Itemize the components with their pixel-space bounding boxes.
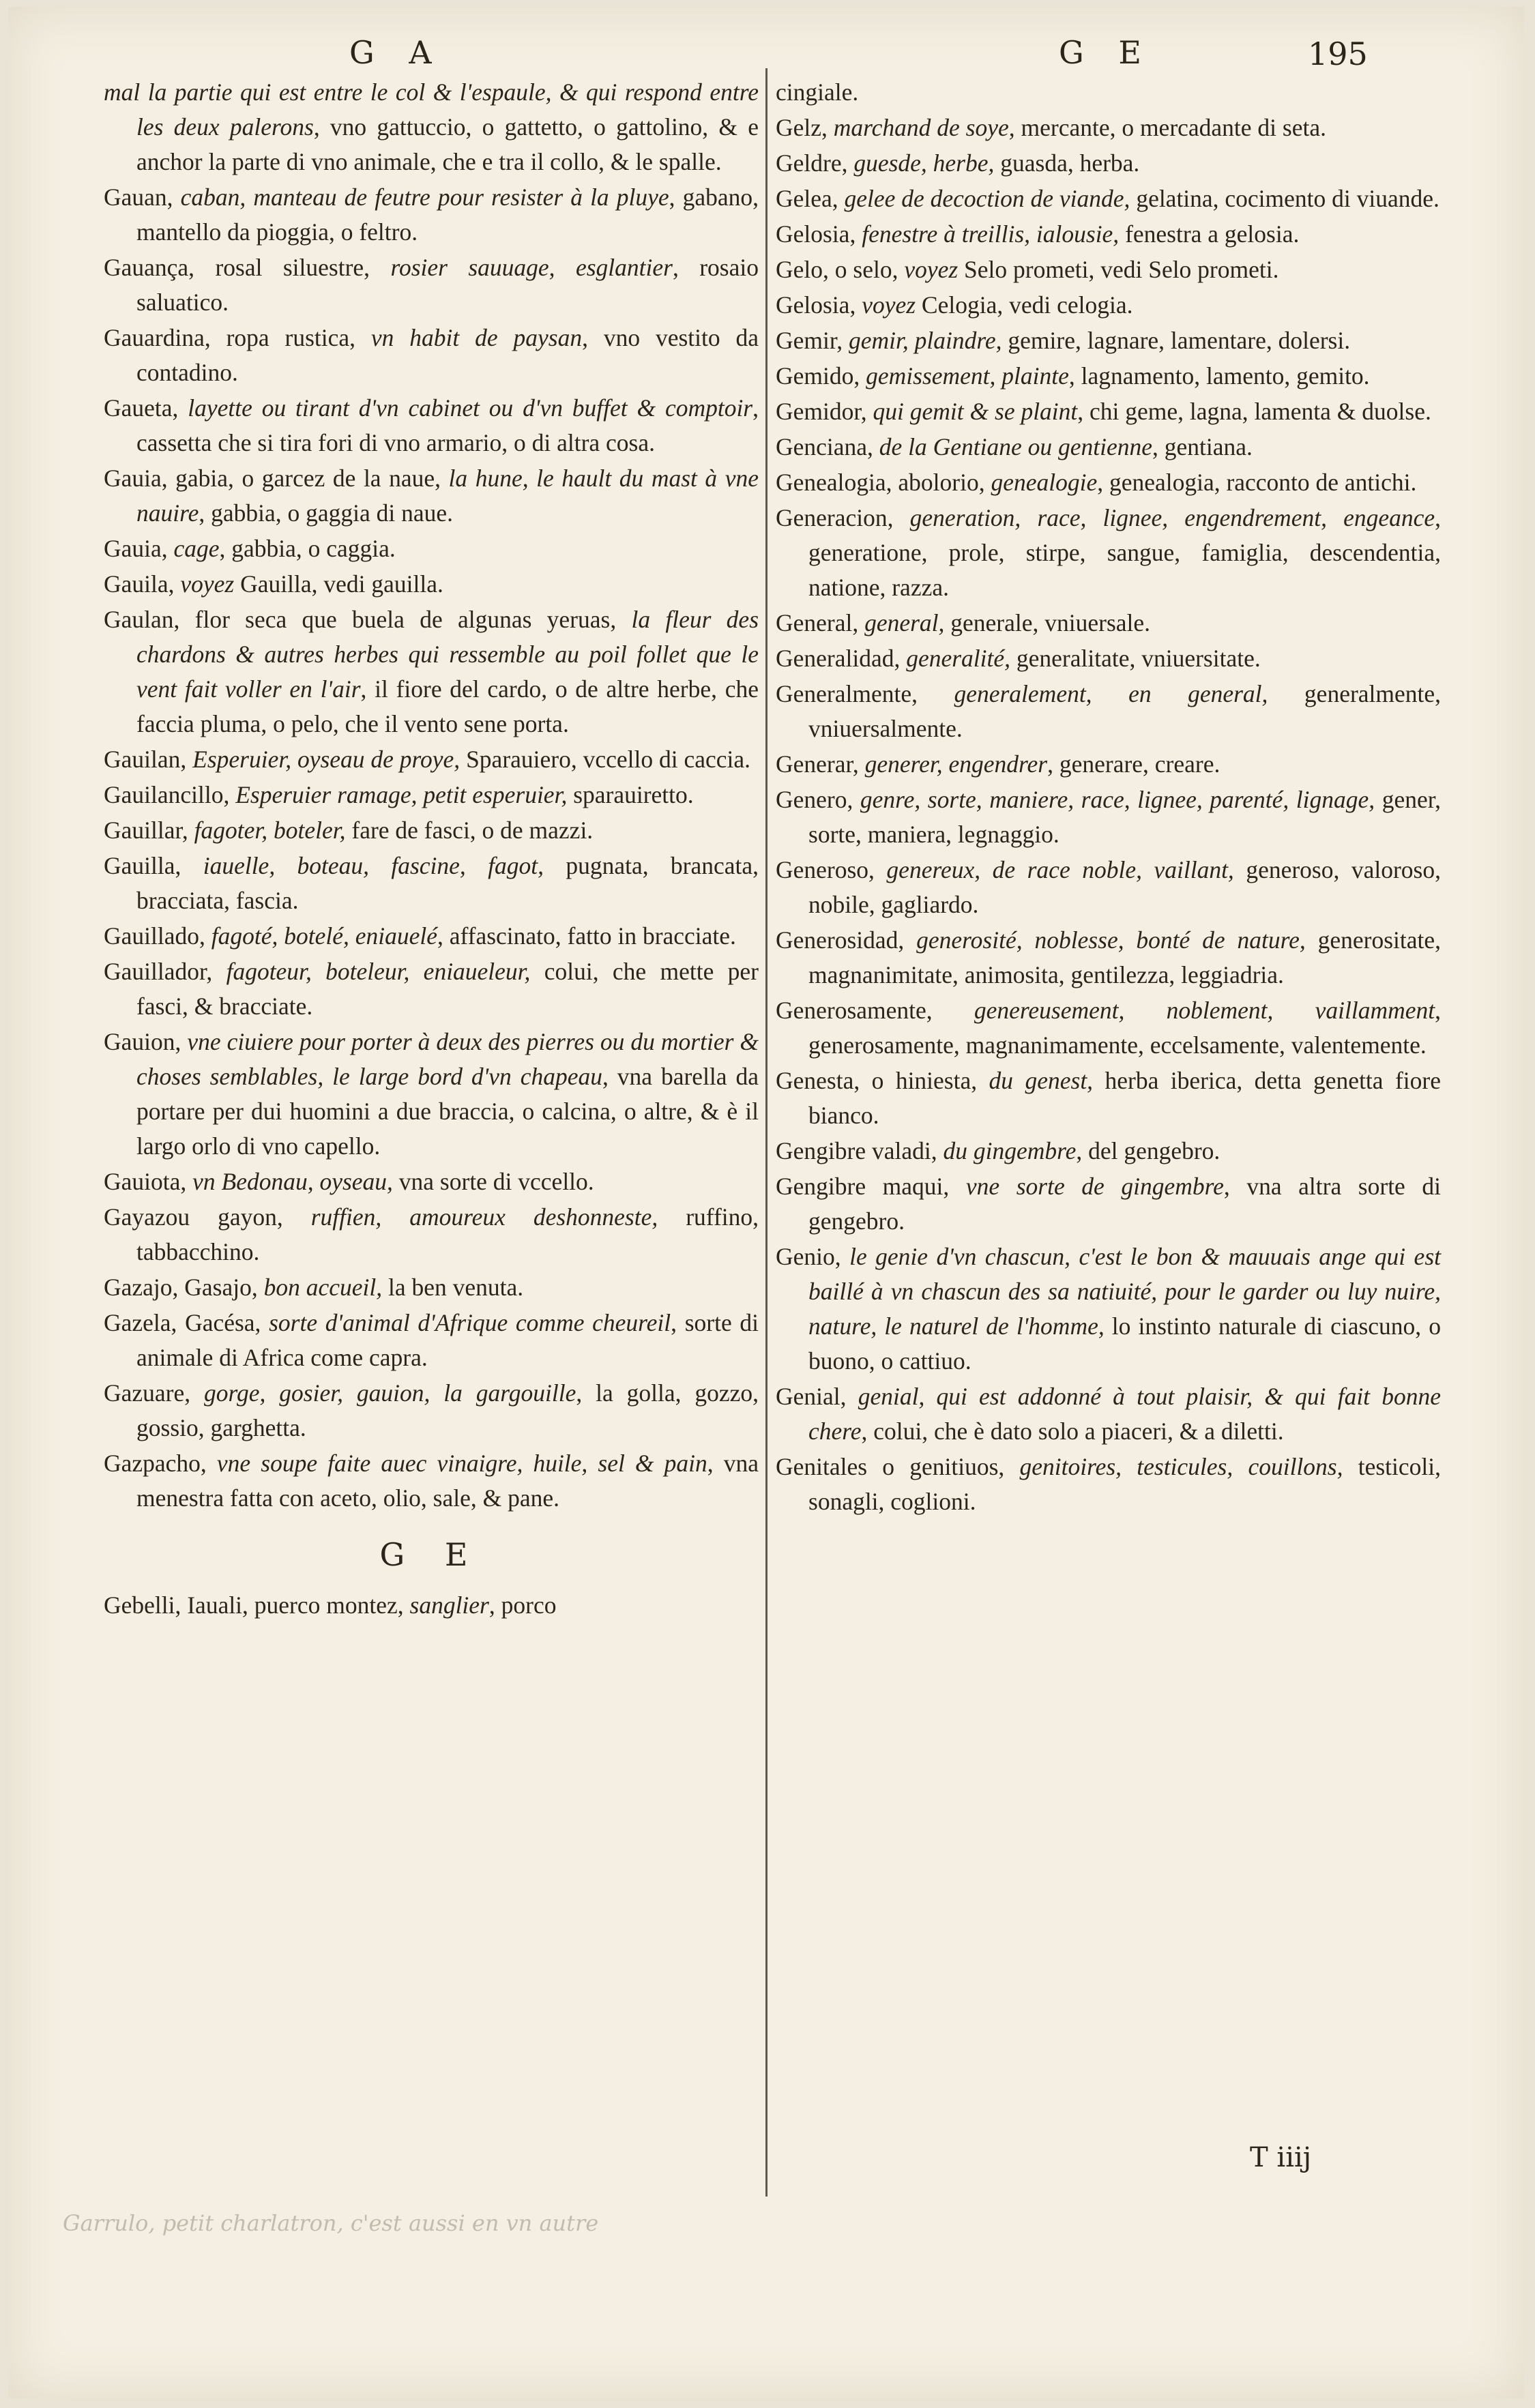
dictionary-entry [776, 1134, 1441, 1169]
dictionary-entry [104, 602, 759, 742]
entry-french: generalement, en general, [917, 680, 1268, 707]
entry-headword: Generalidad, [776, 645, 901, 672]
entry-french: cage [167, 535, 220, 562]
entry-headword: Gemir, [776, 327, 843, 354]
left-column [104, 75, 759, 1624]
entry-headword: Gelz, [776, 114, 828, 141]
dictionary-entry [776, 465, 1441, 500]
entry-italian: vna sorte di vccello. [392, 1168, 594, 1195]
entry-french: voyez [898, 256, 959, 283]
dictionary-entry [104, 461, 759, 531]
dictionary-entry [776, 181, 1441, 216]
entry-french: Esperuier, oyseau de proye, [186, 746, 460, 773]
entry-italian: lo instinto naturale di ciascuno, o buono, o cattiuo. [808, 1312, 1441, 1375]
dictionary-entry [776, 111, 1441, 145]
entry-french: qui gemit & se plaint [866, 398, 1078, 425]
dictionary-entry [104, 919, 759, 954]
entry-headword: Generosidad, [776, 926, 905, 954]
entry-italian: mercante, o mercadante di seta. [1014, 114, 1326, 141]
entry-italian: gelatina, cocimento di viuande. [1130, 185, 1439, 212]
entry-headword: Generacion, [776, 504, 894, 531]
entry-french: generer, engendrer [858, 750, 1048, 778]
dictionary-entry [776, 1379, 1441, 1449]
entry-headword: Gengibre maqui, [776, 1173, 950, 1200]
dictionary-entry [776, 782, 1441, 852]
dictionary-entry [776, 747, 1441, 782]
entry-italian: , chi geme, lagna, lamenta & duolse. [1077, 398, 1431, 425]
entry-italian: , gabbia, o caggia. [219, 535, 396, 562]
entry-headword: Gengibre valadi, [776, 1137, 937, 1164]
dictionary-entry [776, 75, 1441, 110]
entry-headword: Generalmente, [776, 680, 918, 707]
entry-headword: Gauilan, [104, 746, 187, 773]
entry-french: fenestre à treillis, ialousie, [856, 220, 1120, 248]
dictionary-entry [776, 1063, 1441, 1133]
entry-french: mal la partie qui est entre le col & l'espaule, & qui respond entre les deux palerons [104, 78, 759, 141]
running-header-left: G A [349, 34, 444, 71]
entry-french: marchand de soye, [827, 114, 1015, 141]
entry-headword: Gauila, [104, 570, 175, 598]
entry-italian: , gentiana. [1152, 433, 1253, 460]
entry-french: gelee de decoction de viande, [838, 185, 1130, 212]
entry-french: du genest, [977, 1067, 1094, 1094]
entry-italian: generalmente, vniuersalmente. [808, 680, 1442, 742]
entry-headword: Gelosia, [776, 291, 856, 319]
entry-italian: pugnata, brancata, bracciata, fascia. [136, 852, 759, 914]
entry-italian: , generare, creare. [1047, 750, 1220, 778]
entry-italian: , colui, che è dato solo a piaceri, & a diletti. [861, 1418, 1284, 1445]
entry-french: fagoteur, boteleur, eniaueleur, [212, 958, 531, 985]
entry-italian: , vna menestra fatta con aceto, olio, sale, & pane. [136, 1450, 759, 1512]
entry-italian: generalitate, vniuersitate. [1010, 645, 1261, 672]
entry-headword: Gazela, Gacésa, [104, 1309, 261, 1336]
entry-french: genealogie [984, 469, 1098, 496]
entry-headword: Generosamente, [776, 997, 933, 1024]
entry-italian: , genealogia, racconto de antichi. [1097, 469, 1417, 496]
entry-french: vne ciuiere pour porter à deux des pierres ou du mortier & choses semblables, le large bord d'vn chapeau [136, 1028, 759, 1090]
entry-italian: sparauiretto. [567, 781, 694, 808]
entry-italian: , affascinato, fatto in bracciate. [437, 922, 736, 950]
entry-french: ruffien, amoureux deshonneste, [282, 1203, 658, 1231]
entry-italian: Gauilla, vedi gauilla. [234, 570, 443, 598]
entry-headword: General, [776, 609, 859, 636]
entry-headword: Gelea, [776, 185, 838, 212]
dictionary-entry [104, 1446, 759, 1516]
dictionary-entry [776, 677, 1441, 746]
entry-italian: , lagnamento, lamento, gemito. [1068, 362, 1370, 390]
dictionary-entry [776, 1169, 1441, 1239]
dictionary-entry [104, 778, 759, 812]
entry-italian: Sparauiero, vccello di caccia. [460, 746, 750, 773]
dictionary-entry [104, 1306, 759, 1375]
entry-french: gemir, plaindre, [843, 327, 1002, 354]
entry-italian: , vna altra sorte di gengebro. [808, 1173, 1441, 1235]
entry-italian: , gabano, mantello da pioggia, o feltro. [136, 183, 759, 246]
dictionary-entry [104, 75, 759, 179]
entry-headword: Gaueta, [104, 394, 179, 422]
entry-french: vne sorte de gingembre [949, 1173, 1224, 1200]
entry-french: genre, sorte, maniere, race, lignee, parenté, lignage, [853, 786, 1375, 813]
dictionary-entry [776, 606, 1441, 641]
entry-headword: Gelosia, [776, 220, 856, 248]
dictionary-entry [104, 1376, 759, 1445]
dictionary-entry [104, 1588, 759, 1623]
entry-headword: Gauia, [104, 535, 168, 562]
entry-french: generation, race, lignee, engendrement, engeance [893, 504, 1435, 531]
entry-french: layette ou tirant d'vn cabinet ou d'vn buffet & comptoir [178, 394, 753, 422]
entry-french: genereux, de race noble, vaillant, [874, 856, 1234, 883]
entry-headword: Gauion, [104, 1028, 181, 1055]
entry-italian: , rosaio saluatico. [136, 254, 759, 316]
entry-headword: Genio, [776, 1243, 841, 1270]
entry-headword: Gazajo, Gasajo, [104, 1274, 258, 1301]
dictionary-entry [776, 323, 1441, 358]
entry-french: iauelle, boteau, fascine, fagot, [181, 852, 544, 879]
entry-italian: , cassetta che si tira fori di vno armario, o di altra cosa. [136, 394, 759, 456]
dictionary-entry [104, 1164, 759, 1199]
dictionary-entry [104, 567, 759, 602]
entry-french: Esperuier ramage, petit esperuier, [229, 781, 568, 808]
dictionary-entry [104, 1270, 759, 1305]
entry-italian: , il fiore del cardo, o de altre herbe, che faccia pluma, o pelo, che il vento sene porta. [136, 675, 759, 737]
entry-french: sorte d'animal d'Afrique comme cheureil [261, 1309, 671, 1336]
entry-italian: fare de fasci, o de mazzi. [345, 817, 594, 844]
dictionary-entry [776, 288, 1441, 323]
entry-headword: Gauia, gabia, o garcez de la naue, [104, 465, 441, 492]
section-heading: G E [379, 1536, 483, 1573]
dictionary-entry [776, 1239, 1441, 1379]
signature-mark: T iiij [1250, 2142, 1312, 2173]
dictionary-entry [104, 391, 759, 460]
entry-italian: la ben venuta. [382, 1274, 524, 1301]
entry-italian: , sorte di animale di Africa come capra. [136, 1309, 759, 1371]
dictionary-page [8, 7, 1524, 2398]
entry-italian: testicoli, sonagli, coglioni. [808, 1453, 1441, 1515]
dictionary-entry [776, 430, 1441, 465]
entry-french: bon accueil, [257, 1274, 383, 1301]
entry-headword: Gauança, rosal siluestre, [104, 254, 370, 281]
entry-headword: Gelo, o selo, [776, 256, 898, 283]
dictionary-entry [104, 321, 759, 390]
entry-french: gemissement, plainte [860, 362, 1069, 390]
dictionary-entry [776, 641, 1441, 676]
entry-headword: Gaulan, flor seca que buela de algunas yeruas, [104, 606, 617, 633]
entry-headword: Genealogia, abolorio, [776, 469, 985, 496]
entry-headword: Gauilancillo, [104, 781, 230, 808]
dictionary-entry [104, 1200, 759, 1269]
entry-french: vn habit de paysan [355, 324, 583, 351]
page-number: 195 [1308, 35, 1368, 72]
entry-italian: guasda, herba. [994, 149, 1140, 177]
entry-italian: , la golla, gozzo, gossio, garghetta. [136, 1379, 759, 1441]
entry-french: fagoter, boteler, [188, 817, 346, 844]
entry-italian: , vno vestito da contadino. [136, 324, 759, 386]
entry-french: generosité, noblesse, bonté de nature, [904, 926, 1306, 954]
entry-italian: ruffino, tabbacchino. [136, 1203, 759, 1265]
entry-french: genitoires, testicules, couillons, [1004, 1453, 1343, 1480]
entry-french: genial, qui est addonné à tout plaisir, & qui fait bonne chere [808, 1383, 1441, 1445]
entry-headword: Genial, [776, 1383, 847, 1410]
entry-headword: Gebelli, Iauali, puerco montez, [104, 1591, 404, 1619]
dictionary-entry [776, 1450, 1441, 1519]
entry-italian: , gabbia, o gaggia di naue. [199, 499, 454, 527]
dictionary-entry [776, 993, 1441, 1063]
running-header-right: G E [1059, 34, 1154, 71]
dictionary-entry [104, 250, 759, 320]
entry-italian: gener, sorte, maniera, legnaggio. [808, 786, 1441, 848]
dictionary-entry [776, 146, 1441, 181]
entry-italian: gemire, lagnare, lamentare, dolersi. [1002, 327, 1351, 354]
entry-italian: generositate, magnanimitate, animosita, gentilezza, leggiadria. [808, 926, 1441, 988]
entry-headword: Gauillar, [104, 817, 188, 844]
column-rule [765, 68, 768, 2197]
entry-french: voyez [174, 570, 235, 598]
entry-italian: , vna barella da portare per dui huomini a due braccia, o calcina, o altre, & è il largo orlo di vno capello. [136, 1063, 759, 1160]
entry-italian: , vno gattuccio, o gattetto, o gattolino, & e anchor la parte di vno animale, che e tra il collo, & le spalle. [136, 113, 759, 175]
entry-french: vne soupe faite auec vinaigre, huile, sel & pain [206, 1450, 707, 1477]
entry-headword: Gemido, [776, 362, 860, 390]
dictionary-entry [776, 501, 1441, 605]
entry-french: guesde, herbe, [847, 149, 995, 177]
entry-italian: Celogia, vedi celogia. [916, 291, 1133, 319]
entry-french: caban, manteau de feutre pour resister à la pluye [173, 183, 669, 211]
dictionary-entry [776, 359, 1441, 394]
dictionary-entry [104, 180, 759, 250]
entry-french: genereusement, noblement, vaillamment [932, 997, 1435, 1024]
entry-headword: Generoso, [776, 856, 875, 883]
entry-french: la hune, le hault du mast à vne nauire [136, 465, 759, 527]
dictionary-entry [776, 217, 1441, 252]
entry-headword: Genitales o genitiuos, [776, 1453, 1005, 1480]
entry-italian: Selo prometi, vedi Selo prometi. [958, 256, 1279, 283]
entry-italian: fenestra a gelosia. [1119, 220, 1300, 248]
entry-italian: cingiale. [776, 78, 859, 106]
entry-headword: Gauiota, [104, 1168, 187, 1195]
dictionary-entry [776, 853, 1441, 922]
dictionary-entry [104, 813, 759, 848]
entry-french: rosier sauuage, esglantier [370, 254, 673, 281]
entry-headword: Gauilla, [104, 852, 181, 879]
right-column [776, 75, 1441, 1520]
entry-headword: Generar, [776, 750, 859, 778]
entry-headword: Genesta, o hiniesta, [776, 1067, 978, 1094]
dictionary-entry [104, 742, 759, 777]
dictionary-entry [776, 923, 1441, 993]
entry-french: sanglier [403, 1591, 489, 1619]
entry-french: vn Bedonau, oyseau, [186, 1168, 393, 1195]
dictionary-entry [776, 252, 1441, 287]
entry-french: la fleur des chardons & autres herbes qui ressemble au poil follet que le vent fait voller en l'air [136, 606, 759, 703]
dictionary-entry [104, 1025, 759, 1164]
entry-headword: Gauillado, [104, 922, 205, 950]
entry-italian: generale, vniuersale. [944, 609, 1151, 636]
entry-headword: Gauardina, ropa rustica, [104, 324, 356, 351]
dictionary-entry [104, 849, 759, 918]
entry-headword: Genero, [776, 786, 853, 813]
entry-headword: Genciana, [776, 433, 873, 460]
dictionary-entry [776, 394, 1441, 429]
entry-italian: , porco [488, 1591, 557, 1619]
entry-headword: Gazuare, [104, 1379, 191, 1407]
dictionary-entry [104, 531, 759, 566]
entry-italian: , generatione, prole, stirpe, sangue, famiglia, descendentia, natione, razza. [808, 504, 1441, 601]
entry-headword: Gazpacho, [104, 1450, 207, 1477]
entry-headword: Gemidor, [776, 398, 867, 425]
entry-french: general, [858, 609, 945, 636]
entry-french: du gingembre [937, 1137, 1077, 1164]
bleed-through-text: Garrulo, petit charlatron, c'est aussi en vn autre [63, 2210, 599, 2236]
entry-headword: Gauillador, [104, 958, 213, 985]
entry-french: fagoté, botelé, eniauelé [205, 922, 437, 950]
entry-headword: Geldre, [776, 149, 848, 177]
entry-italian: , del gengebro. [1076, 1137, 1220, 1164]
entry-italian: generoso, valoroso, nobile, gagliardo. [808, 856, 1441, 918]
entry-french: de la Gentiane ou gentienne [873, 433, 1153, 460]
entry-french: gorge, gosier, gauion, la gargouille [190, 1379, 576, 1407]
entry-french: le genie d'vn chascun, c'est le bon & mauuais ange qui est baillé à vn chascun des sa natiuité, pour le garder ou luy nuire, nature, le naturel de l'homme, [808, 1243, 1441, 1340]
entry-headword: Gauan, [104, 183, 173, 211]
entry-italian: , generosamente, magnanimamente, eccelsamente, valentemente. [808, 997, 1441, 1059]
dictionary-entry [104, 954, 759, 1024]
entry-french: generalité, [900, 645, 1011, 672]
entry-headword: Gayazou gayon, [104, 1203, 283, 1231]
entry-french: voyez [856, 291, 916, 319]
entry-italian: herba iberica, detta genetta fiore bianco. [808, 1067, 1441, 1129]
entry-italian: colui, che mette per fasci, & bracciate. [136, 958, 759, 1020]
